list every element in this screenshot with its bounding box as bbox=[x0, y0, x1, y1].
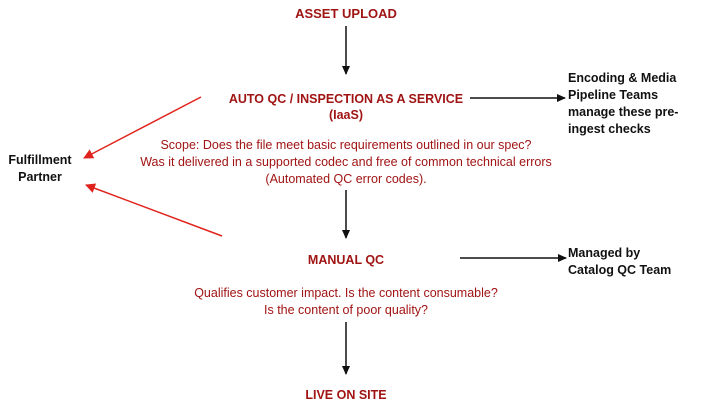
encoding-teams-note bbox=[568, 70, 678, 138]
encoding-teams-line: Encoding & Media bbox=[568, 71, 677, 85]
asset-upload-label: ASSET UPLOAD bbox=[295, 6, 397, 21]
auto-qc-subtitle: (IaaS) bbox=[328, 108, 364, 122]
arrow-manualqc-to-fulfillment bbox=[86, 185, 222, 236]
fulfillment-partner-note bbox=[2, 152, 78, 186]
encoding-teams-line: ingest checks bbox=[568, 122, 651, 136]
fulfillment-line: Fulfillment bbox=[8, 153, 72, 167]
manual-qc-desc-line: Is the content of poor quality? bbox=[264, 303, 428, 317]
auto-qc-scope-line: (Automated QC error codes). bbox=[265, 172, 427, 186]
manual-qc-title: MANUAL QC bbox=[307, 253, 385, 267]
auto-qc-scope-line: Was it delivered in a supported codec and free of common technical errors bbox=[140, 155, 552, 169]
manual-qc-desc-line: Qualifies customer impact. Is the content consumable? bbox=[194, 286, 498, 300]
encoding-teams-line: Pipeline Teams bbox=[568, 88, 659, 102]
auto-qc-scope-line: Scope: Does the file meet basic requirements outlined in our spec? bbox=[160, 138, 532, 152]
catalog-team-line: Catalog QC Team bbox=[568, 263, 672, 277]
catalog-team-note bbox=[568, 245, 671, 279]
live-on-site-label: LIVE ON SITE bbox=[305, 388, 387, 402]
encoding-teams-line: manage these pre- bbox=[568, 105, 679, 119]
catalog-team-line: Managed by bbox=[568, 246, 641, 260]
auto-qc-title: AUTO QC / INSPECTION AS A SERVICE bbox=[228, 92, 464, 106]
auto-qc-scope bbox=[106, 137, 586, 188]
fulfillment-line: Partner bbox=[18, 170, 62, 184]
manual-qc-desc bbox=[146, 285, 546, 319]
